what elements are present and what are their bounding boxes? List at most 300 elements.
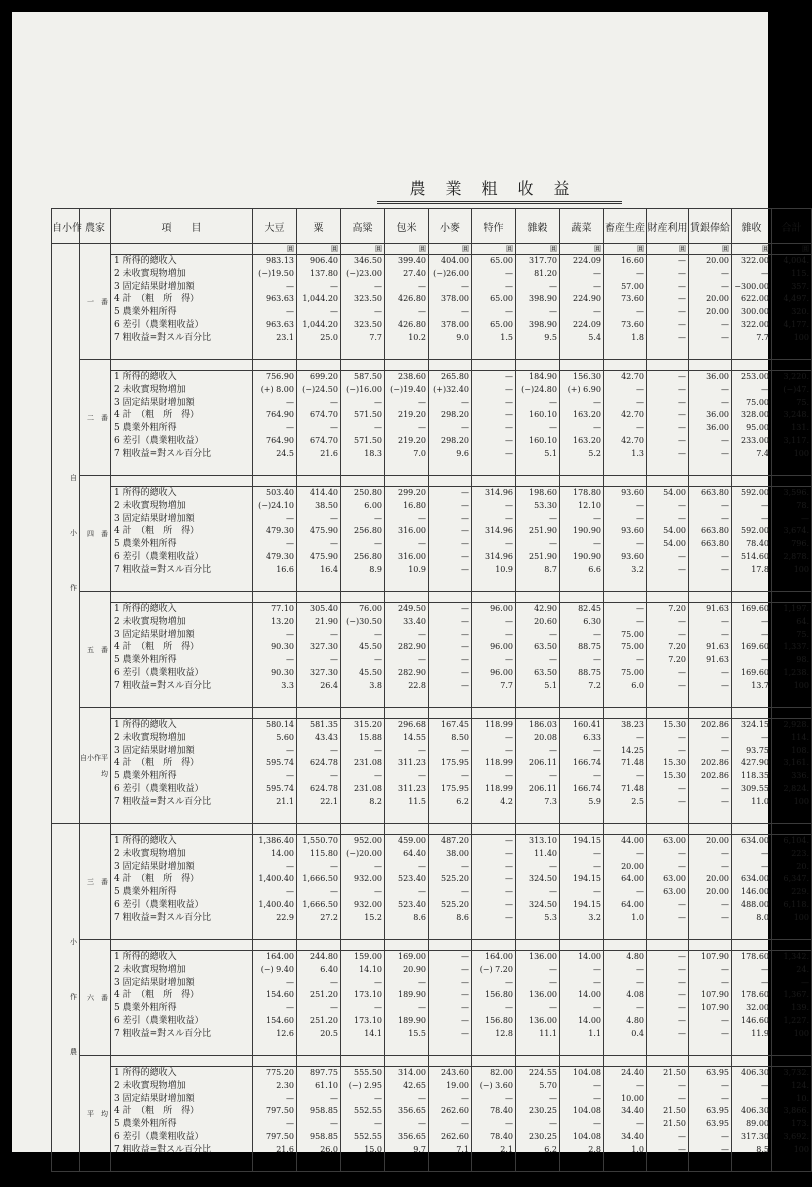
unit-label: 圓 — [604, 244, 647, 255]
value-cell: — — [636, 397, 644, 407]
value-cell: 10. — [796, 1093, 809, 1103]
value-column — [253, 487, 297, 592]
unit-label — [297, 824, 341, 835]
value-cell: 190.90 — [573, 551, 601, 561]
item-label: 7 粗收益=對スル百分比 — [114, 796, 212, 807]
value-cell: 1,367. — [783, 990, 809, 1000]
value-cell: 136.00 — [529, 1015, 557, 1025]
value-cell: 167.45 — [441, 720, 469, 729]
value-cell: 22.8 — [408, 680, 426, 690]
value-column — [604, 835, 647, 940]
value-column — [647, 255, 689, 360]
value-cell: — — [593, 745, 601, 755]
value-cell: 6.40 — [320, 964, 338, 974]
value-cell: 160.10 — [529, 410, 557, 420]
value-cell: 244.80 — [310, 952, 338, 961]
value-cell: 8.2 — [369, 796, 382, 806]
value-cell: 958.85 — [310, 1106, 338, 1116]
value-cell: 34.40 — [621, 1131, 644, 1141]
value-cell: (−)19.40 — [390, 384, 426, 394]
value-cell: — — [505, 500, 513, 510]
value-cell: — — [505, 384, 513, 394]
item-list — [111, 1067, 253, 1172]
value-cell: 95.00 — [746, 423, 769, 433]
value-cell: 75.00 — [621, 629, 644, 639]
unit-spacer — [111, 592, 253, 603]
value-cell: 42.70 — [621, 435, 644, 445]
unit-label — [472, 940, 516, 951]
value-cell: 96.00 — [490, 642, 513, 652]
farm-label: 自小作平均 — [80, 708, 111, 824]
value-cell: 571.50 — [354, 410, 382, 420]
value-cell: 160.41 — [573, 720, 601, 729]
value-column — [604, 487, 647, 592]
value-cell: 1.3 — [631, 448, 644, 458]
value-cell: — — [330, 655, 338, 665]
value-column — [516, 719, 560, 824]
value-cell: (−) 9.40 — [260, 964, 294, 974]
value-cell: 3.8 — [369, 680, 382, 690]
value-column — [472, 371, 516, 476]
unit-label — [560, 1056, 604, 1067]
column-header: 財産利用 — [647, 209, 689, 244]
value-cell: 3,596. — [783, 488, 809, 497]
value-column — [253, 255, 297, 360]
value-column — [732, 1067, 772, 1172]
unit-label — [429, 360, 472, 371]
value-cell: 10.9 — [495, 564, 513, 574]
unit-label — [297, 940, 341, 951]
value-cell: — — [461, 281, 469, 291]
value-cell: — — [418, 1119, 426, 1129]
value-cell: 378.00 — [441, 294, 469, 304]
value-cell: 756.90 — [266, 372, 294, 381]
value-cell: — — [374, 513, 382, 523]
value-cell: — — [636, 887, 644, 897]
value-cell: 189.90 — [398, 990, 426, 1000]
item-label: 2 未收實現物増加 — [114, 268, 186, 279]
value-cell: 42.70 — [621, 372, 644, 381]
value-cell: 11.9 — [751, 1028, 769, 1038]
value-cell: 479.30 — [266, 526, 294, 536]
value-cell: 406.30 — [741, 1106, 769, 1116]
group-char: 自 — [70, 474, 77, 482]
farm-label: 六 番 — [80, 940, 111, 1056]
value-cell: 14.55 — [403, 732, 426, 742]
value-column — [472, 603, 516, 708]
value-cell: 9.0 — [456, 332, 469, 342]
value-cell: 118.35 — [741, 771, 769, 781]
value-cell: — — [593, 513, 601, 523]
value-cell: — — [505, 513, 513, 523]
value-cell: 166.74 — [573, 758, 601, 768]
value-cell: — — [418, 423, 426, 433]
value-column — [732, 951, 772, 1056]
value-cell: (−)30.50 — [346, 616, 382, 626]
item-label: 1 所得的總收入 — [114, 488, 177, 498]
unit-label — [516, 592, 560, 603]
value-cell: 4.80 — [626, 1015, 644, 1025]
value-cell: — — [461, 861, 469, 871]
value-column — [297, 1067, 341, 1172]
value-cell: — — [461, 1093, 469, 1103]
unit-spacer — [111, 708, 253, 719]
value-cell: 378.00 — [441, 319, 469, 329]
value-cell: 15.30 — [663, 758, 686, 768]
value-cell: 399.40 — [398, 256, 426, 265]
value-cell: 5.1 — [544, 680, 557, 690]
value-cell: 22.1 — [320, 796, 338, 806]
value-cell: — — [286, 745, 294, 755]
group-char: 作 — [70, 584, 77, 592]
item-label: 2 未收實現物増加 — [114, 732, 186, 743]
value-cell: 764.90 — [266, 410, 294, 420]
column-header: 包米 — [385, 209, 429, 244]
farm-block-row — [52, 255, 812, 360]
value-cell: — — [505, 861, 513, 871]
value-cell: 555.50 — [354, 1068, 382, 1077]
value-cell: 323.50 — [354, 319, 382, 329]
value-column — [516, 1067, 560, 1172]
value-cell: 91.63 — [706, 642, 729, 652]
value-cell: 15.2 — [364, 912, 382, 922]
value-cell: 1.0 — [631, 912, 644, 922]
value-cell: — — [418, 397, 426, 407]
value-cell: 674.70 — [310, 435, 338, 445]
value-cell: — — [721, 1015, 729, 1025]
value-cell: — — [505, 874, 513, 884]
group-char: 作 — [70, 993, 77, 1001]
unit-row — [52, 476, 812, 487]
column-header: 畜産生産 — [604, 209, 647, 244]
item-label: 6 差引（農業粗收益） — [114, 1131, 204, 1142]
value-column — [253, 603, 297, 708]
value-cell: 316.00 — [398, 526, 426, 536]
value-cell: — — [593, 268, 601, 278]
value-cell: — — [636, 1119, 644, 1129]
item-label: 3 固定結果財增加額 — [114, 397, 195, 408]
value-cell: — — [461, 642, 469, 652]
value-cell: 75. — [796, 397, 809, 407]
value-column — [772, 487, 812, 592]
value-cell: 592.00 — [741, 526, 769, 536]
value-cell: 202.86 — [701, 720, 729, 729]
value-cell: 3,220. — [783, 372, 809, 381]
value-cell: 16.60 — [621, 256, 644, 265]
value-cell: 81.20 — [534, 268, 557, 278]
value-cell: (−)26.00 — [433, 268, 469, 278]
unit-label: 圓 — [472, 244, 516, 255]
value-cell: 25.0 — [320, 332, 338, 342]
value-cell: 324.50 — [529, 874, 557, 884]
value-cell: 202.86 — [701, 771, 729, 781]
value-cell: — — [721, 899, 729, 909]
item-list — [111, 603, 253, 708]
value-column — [341, 603, 385, 708]
value-cell: 9.7 — [413, 1144, 426, 1154]
value-cell: — — [678, 372, 686, 381]
value-cell: 4,004. — [783, 256, 809, 265]
item-label: 2 未收實現物増加 — [114, 384, 186, 395]
unit-label: 圓 — [253, 244, 297, 255]
value-cell: — — [636, 500, 644, 510]
value-cell: 38.50 — [315, 500, 338, 510]
value-cell: 224.55 — [529, 1068, 557, 1077]
value-cell: — — [461, 397, 469, 407]
value-cell: 298.20 — [441, 435, 469, 445]
value-cell: 24. — [796, 964, 809, 974]
value-cell: — — [721, 1080, 729, 1090]
value-cell: 1,400.40 — [258, 874, 294, 884]
item-label: 5 農業外粗所得 — [114, 1003, 177, 1014]
value-cell: — — [678, 319, 686, 329]
unit-spacer — [111, 244, 253, 255]
value-cell: 1.5 — [500, 332, 513, 342]
value-cell: — — [636, 604, 644, 613]
value-column — [341, 371, 385, 476]
value-cell: — — [461, 616, 469, 626]
value-cell: — — [286, 539, 294, 549]
value-cell: — — [721, 616, 729, 626]
value-cell: — — [721, 783, 729, 793]
value-cell: 2.8 — [588, 1144, 601, 1154]
item-label: 2 未收實現物増加 — [114, 964, 186, 975]
item-label: 1 所得的總收入 — [114, 256, 177, 266]
value-cell: 21.90 — [315, 616, 338, 626]
item-list — [111, 255, 253, 360]
value-cell: 54.00 — [663, 488, 686, 497]
column-header: 合計 — [772, 209, 812, 244]
value-column — [297, 719, 341, 824]
value-cell: 1,337. — [783, 642, 809, 652]
value-cell: 189.90 — [398, 1015, 426, 1025]
value-cell: — — [678, 952, 686, 961]
value-cell: — — [678, 964, 686, 974]
value-cell: — — [761, 384, 769, 394]
value-cell: 314.96 — [485, 488, 513, 497]
value-cell: 523.40 — [398, 874, 426, 884]
value-cell: 426.80 — [398, 319, 426, 329]
unit-label — [689, 824, 732, 835]
value-cell: — — [678, 448, 686, 458]
value-cell: 552.55 — [354, 1131, 382, 1141]
value-cell: 1,044.20 — [302, 294, 338, 304]
value-cell: — — [374, 771, 382, 781]
value-cell: — — [505, 1003, 513, 1013]
value-cell: 5.1 — [544, 448, 557, 458]
value-column — [647, 371, 689, 476]
value-cell: 163.20 — [573, 410, 601, 420]
value-cell: 356.65 — [398, 1131, 426, 1141]
value-cell: — — [286, 629, 294, 639]
value-column — [385, 1067, 429, 1172]
value-cell: — — [374, 1119, 382, 1129]
unit-label — [253, 1056, 297, 1067]
unit-label — [472, 592, 516, 603]
value-cell: 4.2 — [500, 796, 513, 806]
value-cell: 3,161. — [783, 758, 809, 768]
value-cell: 262.60 — [441, 1131, 469, 1141]
value-cell: 26.4 — [320, 680, 338, 690]
value-cell: — — [721, 281, 729, 291]
value-cell: — — [461, 423, 469, 433]
value-column — [297, 603, 341, 708]
unit-spacer — [111, 360, 253, 371]
item-list — [111, 951, 253, 1056]
value-cell: — — [418, 887, 426, 897]
value-cell: 20.00 — [706, 307, 729, 317]
value-cell: 100 — [793, 332, 809, 342]
unit-label — [772, 708, 812, 719]
value-cell: 15.30 — [663, 720, 686, 729]
group-label — [52, 244, 80, 824]
item-label: 6 差引（農業粗收益） — [114, 899, 204, 910]
unit-label: 圓 — [772, 244, 812, 255]
item-label: 4 計 （粗 所 得） — [114, 1106, 200, 1117]
value-cell: 178.60 — [741, 990, 769, 1000]
value-cell: 21.6 — [320, 448, 338, 458]
value-cell: 136.00 — [529, 990, 557, 1000]
value-column — [429, 487, 472, 592]
value-cell: 525.20 — [441, 874, 469, 884]
paper-sheet — [12, 12, 809, 1155]
value-cell: — — [678, 1144, 686, 1154]
value-cell: 115. — [791, 268, 809, 278]
value-cell: 13.7 — [751, 680, 769, 690]
value-cell: — — [721, 667, 729, 677]
value-column — [689, 835, 732, 940]
value-cell: 3,866. — [783, 1106, 809, 1116]
value-cell: 90.30 — [271, 667, 294, 677]
value-cell: 88.75 — [578, 667, 601, 677]
unit-label: 圓 — [516, 244, 560, 255]
value-cell: — — [678, 732, 686, 742]
value-cell: 1,400.40 — [258, 899, 294, 909]
value-cell: 7.7 — [500, 680, 513, 690]
value-cell: — — [418, 513, 426, 523]
item-label: 3 固定結果財增加額 — [114, 861, 195, 872]
item-label: 7 粗收益=對スル百分比 — [114, 332, 212, 343]
value-cell: (−)16.00 — [346, 384, 382, 394]
value-cell: 4,497. — [783, 294, 809, 304]
value-cell: 983.13 — [266, 256, 294, 265]
item-label: 7 粗收益=對スル百分比 — [114, 564, 212, 575]
value-cell: 322.00 — [741, 256, 769, 265]
value-cell: — — [330, 281, 338, 291]
value-cell: — — [636, 384, 644, 394]
value-cell: — — [678, 1131, 686, 1141]
value-cell: 251.90 — [529, 551, 557, 561]
value-cell: 107.90 — [701, 952, 729, 961]
value-cell: 10.2 — [408, 332, 426, 342]
value-cell: 194.15 — [573, 899, 601, 909]
value-cell: — — [678, 256, 686, 265]
farm-block-row — [52, 719, 812, 824]
value-column — [341, 719, 385, 824]
value-cell: — — [461, 500, 469, 510]
item-label: 3 固定結果財增加額 — [114, 977, 195, 988]
farm-label: 平 均 — [80, 1056, 111, 1172]
value-cell: — — [721, 1144, 729, 1154]
value-cell: 166.74 — [573, 783, 601, 793]
value-cell: — — [636, 771, 644, 781]
value-cell: — — [721, 551, 729, 561]
value-cell: — — [636, 848, 644, 858]
column-header: 粟 — [297, 209, 341, 244]
value-cell: 164.00 — [266, 952, 294, 961]
value-cell: 20.00 — [706, 256, 729, 265]
value-cell: 91.63 — [706, 655, 729, 665]
value-cell: 251.20 — [310, 990, 338, 1000]
value-cell: 231.08 — [354, 758, 382, 768]
value-cell: — — [461, 629, 469, 639]
value-cell: — — [330, 1093, 338, 1103]
unit-label — [341, 708, 385, 719]
value-cell: 63.00 — [663, 836, 686, 845]
value-cell: — — [461, 539, 469, 549]
value-cell: — — [593, 964, 601, 974]
value-cell: 27.2 — [320, 912, 338, 922]
value-cell: 797.50 — [266, 1106, 294, 1116]
item-label: 4 計 （粗 所 得） — [114, 410, 200, 421]
column-header: 雜收 — [732, 209, 772, 244]
value-cell: 118.99 — [485, 758, 513, 768]
value-cell: 169.60 — [741, 604, 769, 613]
value-cell: — — [286, 513, 294, 523]
unit-label — [253, 708, 297, 719]
value-cell: 78.40 — [490, 1106, 513, 1116]
value-column — [253, 719, 297, 824]
value-cell: 9.5 — [544, 332, 557, 342]
value-column — [560, 951, 604, 1056]
value-cell: 4.08 — [626, 990, 644, 1000]
value-cell: 3.3 — [281, 680, 294, 690]
value-cell: 1.1 — [588, 1028, 601, 1038]
value-cell: 88.75 — [578, 642, 601, 652]
unit-label — [604, 708, 647, 719]
item-label: 4 計 （粗 所 得） — [114, 294, 200, 305]
value-cell: — — [461, 964, 469, 974]
value-cell: — — [678, 435, 686, 445]
value-cell: — — [678, 551, 686, 561]
item-label: 5 農業外粗所得 — [114, 887, 177, 898]
value-cell: 5.2 — [588, 448, 601, 458]
value-cell: — — [505, 281, 513, 291]
value-cell: 3.2 — [588, 912, 601, 922]
value-cell: 426.80 — [398, 294, 426, 304]
unit-row — [52, 592, 812, 603]
value-cell: 12.8 — [495, 1028, 513, 1038]
value-column — [772, 603, 812, 708]
item-label: 5 農業外粗所得 — [114, 1119, 177, 1130]
value-cell: 3,248. — [783, 410, 809, 420]
value-cell: — — [593, 655, 601, 665]
value-cell: — — [678, 783, 686, 793]
value-cell: — — [549, 1093, 557, 1103]
value-cell: 2,824. — [783, 783, 809, 793]
value-cell: — — [461, 952, 469, 961]
value-cell: 2,878. — [783, 551, 809, 561]
value-cell: — — [330, 307, 338, 317]
value-cell: 104.08 — [573, 1131, 601, 1141]
value-cell: — — [761, 268, 769, 278]
value-cell: — — [636, 423, 644, 433]
value-cell: 8.6 — [413, 912, 426, 922]
value-cell: — — [678, 796, 686, 806]
value-cell: 27.40 — [403, 268, 426, 278]
value-cell: — — [374, 539, 382, 549]
value-cell: 108. — [791, 745, 809, 755]
